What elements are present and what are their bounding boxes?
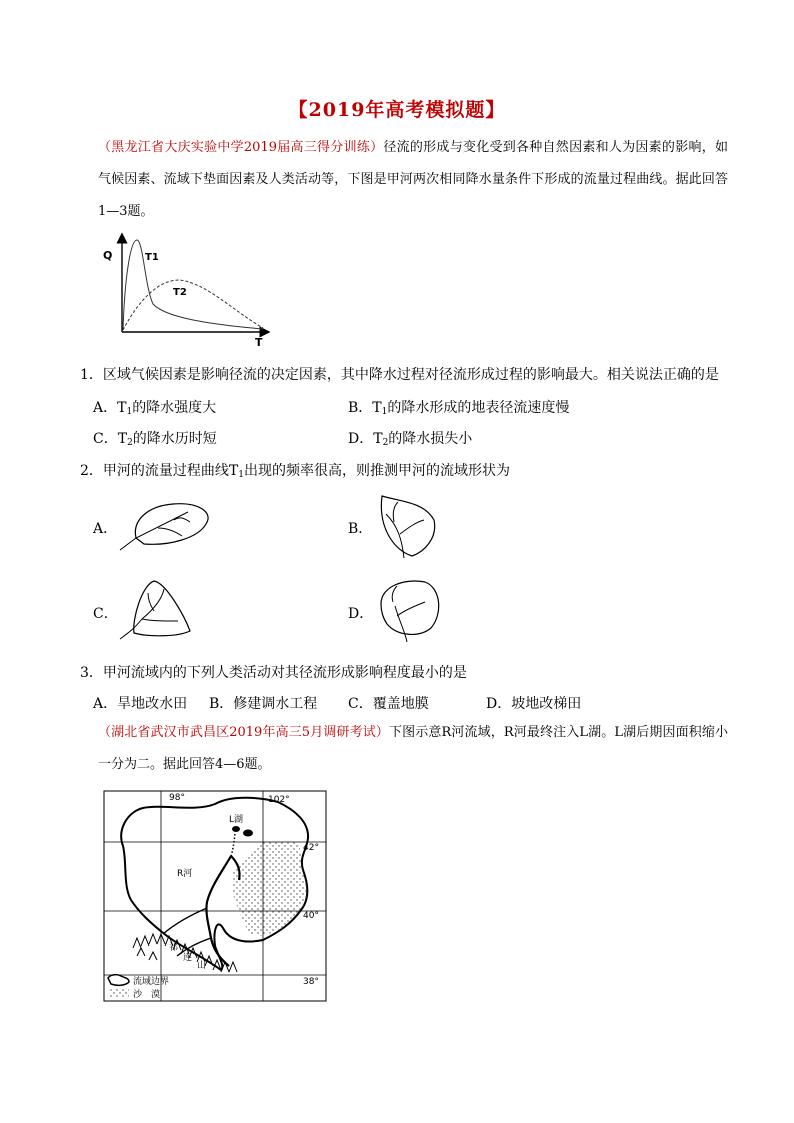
option-c-subscript: 2	[127, 438, 133, 448]
question-2-option-b[interactable]: B．	[348, 521, 373, 537]
mountain-label-2: 连	[183, 953, 193, 963]
curve-t2	[123, 280, 263, 330]
option-c-prefix: C．T	[93, 431, 128, 447]
lake-l-east	[243, 830, 253, 837]
question-2-option-d[interactable]: D．	[348, 606, 374, 622]
lat-38-label: 38°	[303, 977, 319, 987]
question-1-option-a[interactable]	[93, 397, 216, 417]
question-3-option-c[interactable]: C．覆盖地膜	[348, 696, 429, 712]
lake-label: L湖	[229, 815, 244, 825]
legend-desert-symbol	[109, 988, 129, 998]
question-1-stem: 1．区域气候因素是影响径流的决定因素，其中降水过程对径流形成过程的影响最大。相关说法正确的是	[80, 367, 719, 383]
question-3-stem: 3．甲河流域内的下列人类活动对其径流形成影响程度最小的是	[80, 665, 467, 681]
intro-text-1: 径流的形成与变化受到各种自然因素和人为因素的影响，如气候因素、流域下垫面因素及人类活动等，下图是甲河两次相同降水量条件下形成的流量过程曲线。据此回答1—3题。	[98, 140, 728, 219]
option-b-subscript: 1	[381, 407, 388, 417]
intro-paragraph-2	[98, 717, 728, 781]
hydrograph-figure	[95, 232, 275, 347]
r-river-basin-map	[103, 790, 328, 1003]
legend-boundary-label: 流域边界	[133, 977, 170, 987]
lat-42-label: 42°	[303, 843, 319, 853]
source-note-1: （黑龙江省大庆实验中学2019届高三得分训练）	[98, 140, 384, 155]
question-1-option-d[interactable]	[348, 428, 472, 448]
option-c-text: 的降水历时短	[132, 431, 217, 447]
question-3-option-b[interactable]: B．修建调水工程	[209, 696, 318, 712]
option-d-text: 的降水损失小	[388, 431, 473, 447]
basin-shape-a	[118, 498, 213, 553]
question-2-stem-prefix: 2．甲河的流量过程曲线T	[80, 463, 239, 479]
option-d-subscript: 2	[382, 438, 389, 448]
option-a-subscript: 1	[126, 407, 133, 417]
question-2-option-c[interactable]: C．	[93, 606, 118, 622]
intro-text-2: 下图示意R河流域，R河最终注入L湖。L湖后期因面积缩小一分为二。据此回答4—6题。	[98, 725, 729, 772]
legend-desert-label: 沙 漠	[133, 990, 161, 1000]
question-2-stem	[80, 460, 510, 480]
curve-t2-label: T2	[173, 287, 187, 298]
basin-shape-d	[375, 576, 447, 644]
curve-t1	[123, 240, 263, 330]
option-b-prefix: B．T	[348, 400, 382, 416]
page-title: 【2019年高考模拟题】	[288, 99, 506, 121]
question-1-option-c[interactable]	[93, 428, 217, 448]
question-2-stem-text: 出现的频率很高，则推测甲河的流域形状为	[243, 463, 510, 479]
y-axis-label: Q	[103, 249, 113, 262]
question-1-option-b[interactable]	[348, 397, 569, 417]
source-note-2: （湖北省武汉市武昌区2019年高三5月调研考试）	[98, 725, 389, 740]
question-3-option-a[interactable]: A．旱地改水田	[93, 696, 188, 712]
mountain-label-3: 山	[197, 961, 207, 971]
option-d-prefix: D．T	[348, 431, 383, 447]
lon-102-label: 102°	[268, 795, 290, 805]
lat-40-label: 40°	[303, 911, 319, 921]
intro-paragraph-1	[98, 132, 728, 228]
question-3-option-d[interactable]: D．坡地改梯田	[486, 696, 582, 712]
question-2-stem-subscript: 1	[238, 470, 244, 480]
option-a-prefix: A．T	[93, 400, 127, 416]
curve-t1-label: T1	[145, 252, 159, 263]
basin-shape-c	[118, 575, 196, 643]
question-2-option-a[interactable]: A．	[93, 521, 118, 537]
lon-98-label: 98°	[169, 793, 185, 803]
basin-shape-b	[372, 490, 442, 560]
option-a-text: 的降水强度大	[132, 400, 217, 416]
river-label: R河	[177, 869, 193, 879]
x-axis-label: T	[255, 336, 263, 347]
option-b-text: 的降水形成的地表径流速度慢	[387, 400, 570, 416]
mountain-label-1: 祁	[169, 943, 179, 953]
lake-l-west	[232, 826, 240, 832]
